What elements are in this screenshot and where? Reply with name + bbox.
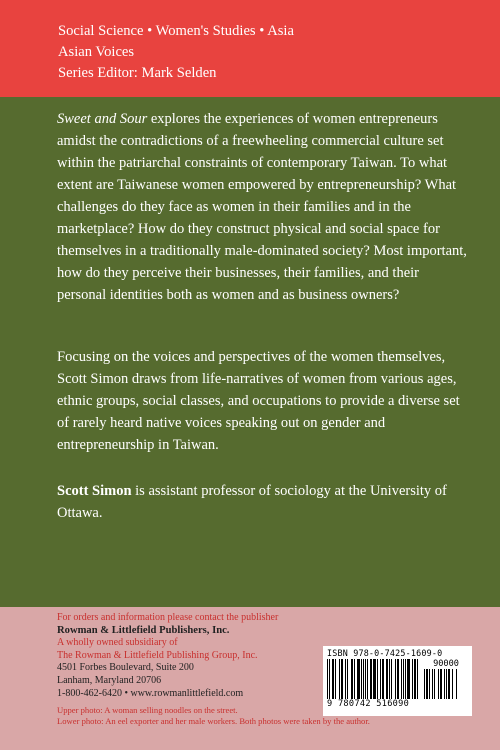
orders-info: For orders and information please contact the publisher <box>57 612 279 623</box>
barcode-bar <box>429 669 430 699</box>
contact-line: 1-800-462-6420 • www.rowmanlittlefield.com <box>57 687 244 699</box>
description-panel <box>0 97 500 607</box>
barcode-bar <box>327 659 328 699</box>
barcode-bar <box>354 659 355 699</box>
barcode-bar <box>412 659 413 699</box>
isbn-barcode <box>323 646 472 716</box>
barcode-bar <box>403 659 404 699</box>
barcode-bar <box>407 659 410 699</box>
ean-number: 9 780742 516090 <box>327 699 410 709</box>
description-paragraph-1 <box>57 108 470 306</box>
barcode-bar <box>363 659 364 699</box>
photo-credit-lower: Lower photo: An eel exporter and her male workers. Both photos were taken by the author. <box>57 716 370 727</box>
barcode-bar <box>424 669 425 699</box>
author-name: Scott Simon <box>57 483 132 499</box>
barcode-bar <box>367 659 368 699</box>
barcode-bar <box>438 669 439 699</box>
barcode-bar <box>361 659 362 699</box>
barcode-bar <box>444 669 445 699</box>
barcode-bar <box>456 669 457 699</box>
series-name: Asian Voices <box>58 44 135 60</box>
ean-barcode-bars <box>327 659 421 699</box>
barcode-bar <box>357 659 360 699</box>
barcode-bar <box>339 659 340 699</box>
barcode-bar <box>446 669 447 699</box>
price-code: 90000 <box>433 659 459 669</box>
barcode-bar <box>351 659 353 699</box>
author-bio-text: is assistant professor of sociology at the University of Ottawa. <box>57 483 447 521</box>
barcode-bar <box>389 659 390 699</box>
barcode-bar <box>365 659 366 699</box>
barcode-bar <box>434 669 435 699</box>
author-bio <box>57 480 470 524</box>
description-paragraph-1-text: explores the experiences of women entrepreneurs amidst the contradictions of a freewheeling commercial culture set within the patriarchal constraints of contemporary Taiwan. To what extent are Taiwanese women empowered by entrepreneurship? What challenges do they face as women in their families and in the marketplace? How do they construct physical and social space for themselves in a traditionally male-dominated society? Most important, how do they perceive their businesses, their families, and their personal identities both as women and as business owners? <box>57 111 467 303</box>
series-editor: Series Editor: Mark Selden <box>58 65 217 81</box>
barcode-bar <box>377 659 378 699</box>
isbn-number: ISBN 978-0-7425-1609-0 <box>327 648 443 658</box>
barcode-bar <box>397 659 399 699</box>
address-line-2: Lanham, Maryland 20706 <box>57 674 162 686</box>
barcode-bar <box>432 669 433 699</box>
barcode-bar <box>448 669 450 699</box>
barcode-bar <box>417 659 418 699</box>
barcode-bar <box>329 659 330 699</box>
barcode-bar <box>405 659 406 699</box>
cover-header-band <box>0 0 500 97</box>
category-line: Social Science • Women's Studies • Asia <box>58 23 294 39</box>
barcode-bar <box>395 659 396 699</box>
barcode-bar <box>386 659 388 699</box>
subsidiary-note: A wholly owned subsidiary of <box>57 637 178 649</box>
barcode-bar <box>414 659 416 699</box>
barcode-bar <box>347 659 348 699</box>
barcode-bar <box>380 659 381 699</box>
description-paragraph-2: Focusing on the voices and perspectives of the women themselves, Scott Simon draws from life-narratives of women from various ages, ethnic groups, social classes, and occupations to provide a diverse set of rarely heard native voices speaking out on gender and entrepreneurship in Taiwan. <box>57 349 460 453</box>
barcode-bar <box>452 669 453 699</box>
barcode-bar <box>345 659 346 699</box>
publisher-name: Rowman & Littlefield Publishers, Inc. <box>57 624 230 636</box>
barcode-bar <box>370 659 372 699</box>
publishing-group: The Rowman & Littlefield Publishing Group, Inc. <box>57 649 258 661</box>
barcode-bar <box>382 659 384 699</box>
barcode-bar <box>373 659 376 699</box>
barcode-bar <box>440 669 442 699</box>
barcode-bar <box>332 659 334 699</box>
barcode-bar <box>391 659 392 699</box>
barcode-bar <box>341 659 343 699</box>
book-title: Sweet and Sour <box>57 111 148 127</box>
barcode-bar <box>401 659 402 699</box>
price-barcode-bars <box>424 669 468 699</box>
address-line-1: 4501 Forbes Boulevard, Suite 200 <box>57 662 194 674</box>
photo-credit-upper: Upper photo: A woman selling noodles on the street. <box>57 705 238 716</box>
barcode-bar <box>426 669 428 699</box>
barcode-bar <box>335 659 336 699</box>
